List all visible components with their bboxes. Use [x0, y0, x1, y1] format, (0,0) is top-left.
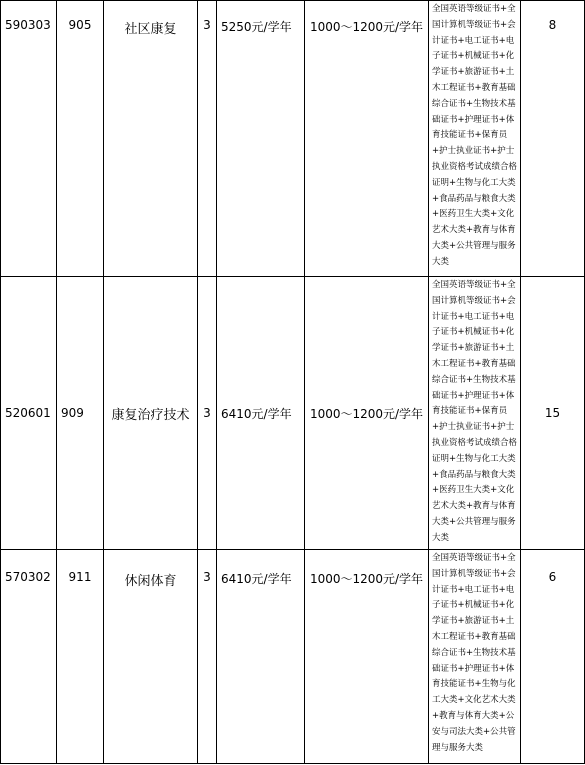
required-certificates: 全国英语等级证书+全国计算机等级证书+会计证书+电工证书+电子证书+机械证书+化学证书+旅游证书+土木工程证书+教育基础综合证书+生物技术基础证书+护理证书+体育技能证书+保育员+护士执业证书+护士执业资格考试成绩合格证明+生物与化工大类+食品药品与粮食大类+医药卫生大类+文化艺术大类+教育与体育大类+公共管理与服务大类 [429, 277, 521, 550]
tuition: 6410元/学年 [217, 277, 305, 550]
accommodation-fee: 1000～1200元/学年 [305, 550, 429, 764]
tuition: 5250元/学年 [217, 1, 305, 277]
accommodation-fee: 1000～1200元/学年 [305, 1, 429, 277]
major-name: 康复治疗技术 [104, 277, 198, 550]
study-years: 3 [198, 1, 217, 277]
enrollment-count: 15 [521, 277, 585, 550]
plan-code: 911 [57, 550, 104, 764]
table-row [1, 550, 585, 764]
major-code: 520601 [1, 277, 57, 550]
table-row [1, 1, 585, 277]
table-row [1, 277, 585, 550]
study-years: 3 [198, 277, 217, 550]
plan-code: 909 [57, 277, 104, 550]
major-name: 休闲体育 [104, 550, 198, 764]
enrollment-count: 8 [521, 1, 585, 277]
major-code: 570302 [1, 550, 57, 764]
study-years: 3 [198, 550, 217, 764]
enrollment-count: 6 [521, 550, 585, 764]
plan-code: 905 [57, 1, 104, 277]
accommodation-fee: 1000～1200元/学年 [305, 277, 429, 550]
required-certificates: 全国英语等级证书+全国计算机等级证书+会计证书+电工证书+电子证书+机械证书+化学证书+旅游证书+土木工程证书+教育基础综合证书+生物技术基础证书+护理证书+体育技能证书+保育员+护士执业证书+护士执业资格考试成绩合格证明+生物与化工大类+食品药品与粮食大类+医药卫生大类+文化艺术大类+教育与体育大类+公共管理与服务大类 [429, 1, 521, 277]
major-name: 社区康复 [104, 1, 198, 277]
major-code: 590303 [1, 1, 57, 277]
required-certificates: 全国英语等级证书+全国计算机等级证书+会计证书+电工证书+电子证书+机械证书+化学证书+旅游证书+土木工程证书+教育基础综合证书+生物技术基础证书+护理证书+体育技能证书+生物与化工大类+文化艺术大类+教育与体育大类+公安与司法大类+公共管理与服务大类 [429, 550, 521, 764]
tuition: 6410元/学年 [217, 550, 305, 764]
